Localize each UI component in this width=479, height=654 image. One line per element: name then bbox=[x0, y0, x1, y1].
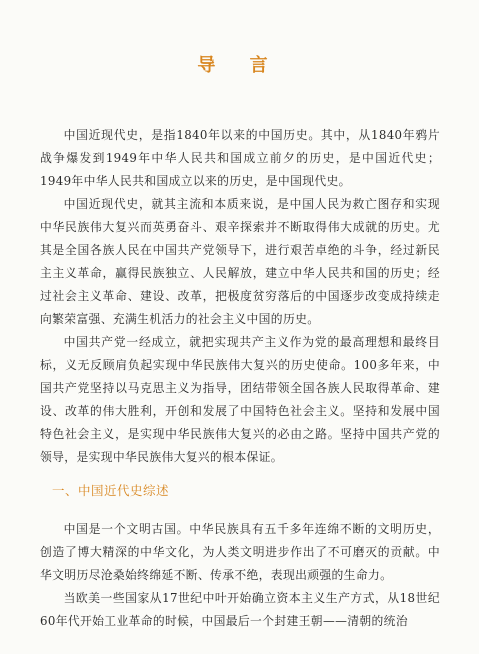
intro-paragraph-3: 中国共产党一经成立，就把实现共产主义作为党的最高理想和最终目标，义无反顾肩负起实现中华民族伟大复兴的历史使命。100多年来，中国共产党坚持以马克思主义为指导，团结带领全国各族人民取得革命、建设、改革的伟大胜利，开创和发展了中国特色社会主义。坚持和发展中国特色社会主义，是实现中华民族伟大复兴的必由之路。坚持中国共产党的领导，是实现中华民族伟大复兴的根本保证。 bbox=[40, 335, 440, 464]
page-title: 导 言 bbox=[197, 55, 282, 76]
section-heading: 一、中国近代史综述 bbox=[52, 483, 170, 498]
intro-section bbox=[40, 124, 440, 469]
section-body bbox=[40, 518, 440, 633]
section-paragraph-2: 当欧美一些国家从17世纪中叶开始确立资本主义生产方式，从18世纪60年代开始工业革命的时候，中国最后一个封建王朝——清朝的统治 bbox=[40, 591, 440, 628]
intro-paragraph-2: 中国近现代史，就其主流和本质来说，是中国人民为救亡图存和实现中华民族伟大复兴而英勇奋斗、艰辛探索并不断取得伟大成就的历史。尤其是全国各族人民在中国共产党领导下，进行艰苦卓绝的斗争，经过新民主主义革命，赢得民族独立、人民解放，建立中华人民共和国的历史；经过社会主义革命、建设、改革，把极度贫穷落后的中国逐步改变成持续走向繁荣富强、充满生机活力的社会主义中国的历史。 bbox=[40, 197, 440, 326]
intro-paragraph-1: 中国近现代史，是指1840年以来的中国历史。其中，从1840年鸦片战争爆发到1949年中华人民共和国成立前夕的历史，是中国近代史；1949年中华人民共和国成立以来的历史，是中国现代史。 bbox=[40, 128, 440, 188]
section-paragraph-1: 中国是一个文明古国。中华民族具有五千多年连绵不断的文明历史，创造了博大精深的中华文化，为人类文明进步作出了不可磨灭的贡献。中华文明历尽沧桑始终绵延不断、传承不绝，表现出顽强的生命力。 bbox=[40, 522, 440, 582]
